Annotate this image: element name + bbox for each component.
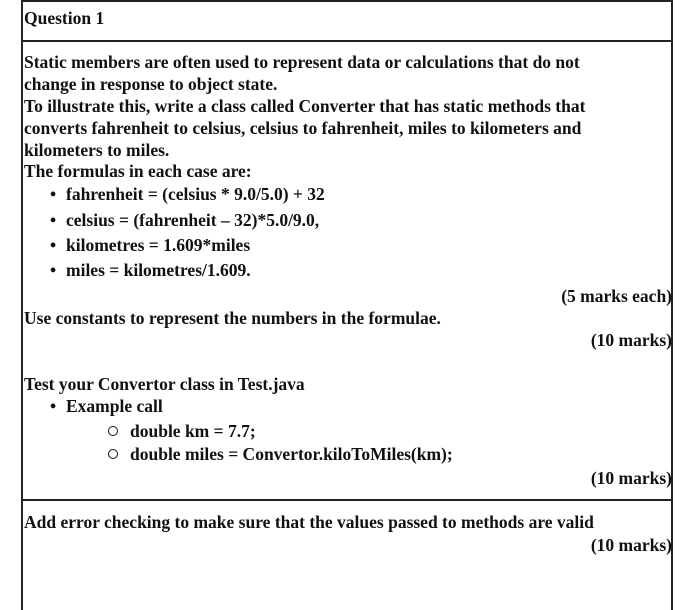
- intro-line-4: converts fahrenheit to celsius, celsius to fahrenheit, miles to kilometers and: [24, 118, 582, 138]
- formula-text: kilometres = 1.609*miles: [66, 235, 251, 255]
- example-item: [50, 395, 163, 417]
- question-title: Question 1: [24, 8, 105, 28]
- intro-line-5: kilometers to miles.: [24, 140, 170, 160]
- marks-test: (10 marks): [590, 468, 672, 488]
- intro-line-2: change in response to object state.: [24, 74, 278, 94]
- formula-item: [50, 259, 251, 281]
- section-divider: [21, 499, 673, 501]
- bullet-icon: •: [50, 235, 57, 255]
- bullet-icon: •: [50, 260, 57, 280]
- formula-item: [50, 209, 319, 231]
- marks-error: (10 marks): [590, 535, 672, 555]
- intro-line-1: Static members are often used to represent data or calculations that do not: [24, 52, 580, 72]
- hollow-bullet-icon: [108, 426, 118, 436]
- bullet-icon: •: [50, 184, 57, 204]
- example-code-line: [108, 443, 453, 465]
- formula-text: fahrenheit = (celsius * 9.0/5.0) + 32: [66, 184, 325, 204]
- error-instruction: Add error checking to make sure that the values passed to methods are valid: [24, 512, 594, 532]
- constants-instruction: Use constants to represent the numbers in the formulae.: [24, 308, 441, 328]
- test-instruction: Test your Convertor class in Test.java: [24, 374, 305, 394]
- bullet-icon: •: [50, 210, 57, 230]
- hollow-bullet-icon: [108, 449, 118, 459]
- title-divider: [21, 40, 673, 42]
- formula-text: miles = kilometres/1.609.: [66, 260, 251, 280]
- marks-constants: (10 marks): [590, 330, 672, 350]
- intro-line-3: To illustrate this, write a class called Converter that has static methods that: [24, 96, 586, 116]
- formula-text: celsius = (fahrenheit – 32)*5.0/9.0,: [66, 210, 320, 230]
- intro-line-6: The formulas in each case are:: [24, 161, 252, 181]
- code-text: double km = 7.7;: [130, 421, 256, 441]
- example-code-line: [108, 420, 256, 442]
- example-label: Example call: [66, 396, 163, 416]
- formula-item: [50, 234, 250, 256]
- formula-item: [50, 183, 325, 205]
- marks-formulas: (5 marks each): [561, 286, 672, 306]
- bullet-icon: •: [50, 396, 57, 416]
- code-text: double miles = Convertor.kiloToMiles(km);: [130, 444, 453, 464]
